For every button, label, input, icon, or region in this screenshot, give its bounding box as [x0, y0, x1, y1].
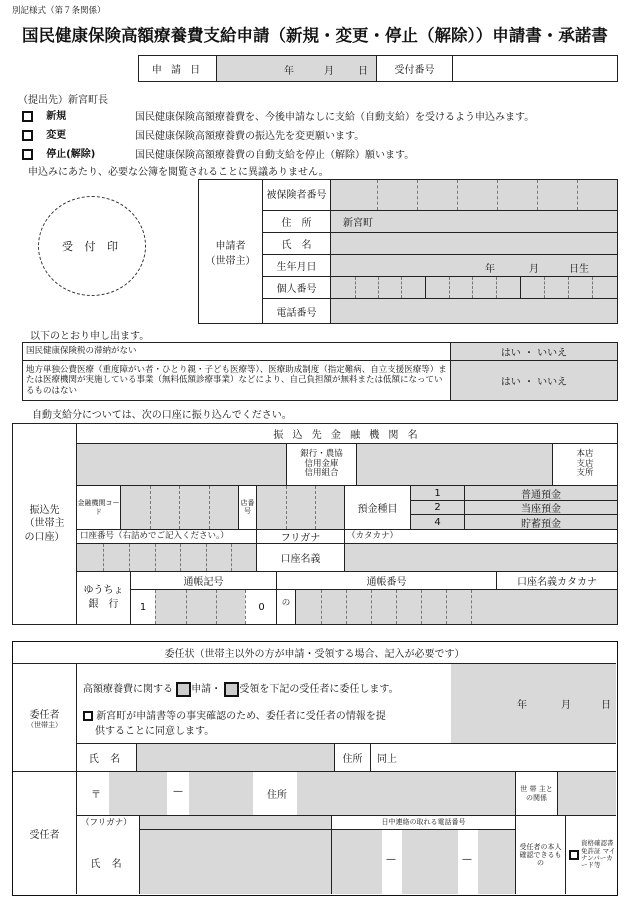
relation-field[interactable]: [557, 772, 616, 816]
form-number: 別記様式（第７条関係）: [12, 6, 106, 16]
delegator-name-label: 氏 名: [77, 744, 137, 772]
katakana-label: （カタカナ）: [347, 531, 399, 542]
reception-stamp: [38, 196, 146, 296]
address-label: 住 所: [263, 211, 331, 233]
delegation-year: 年: [517, 700, 527, 711]
delegator-address-label: 住所: [335, 744, 371, 772]
branch-code-field[interactable]: [257, 486, 345, 530]
proxy-table: [12, 641, 618, 896]
option-stop-label: 停止(解除): [46, 149, 96, 160]
proxy-label: 受任者: [13, 772, 77, 894]
option-new-text: 国民健康保険高額療養費を、今後申請なしに支給（自動支給）を受けるよう申込みます。: [135, 112, 535, 123]
phone-dash-1: —: [386, 854, 396, 865]
account-name-field[interactable]: [345, 544, 617, 572]
proxy-address-row[interactable]: [77, 772, 515, 816]
bank-side-label-3: の口座）: [24, 531, 65, 543]
declaration-1-text: 国民健康保険税の滞納がない: [23, 343, 451, 361]
birthdate-field[interactable]: [331, 255, 617, 277]
passbook-symbol-label: 通帳記号: [131, 572, 277, 590]
declaration-intro: 以下のとおり申し出ます。: [30, 331, 150, 342]
account-number-label: 口座番号（右詰めでご記入ください。）: [77, 530, 257, 544]
birth-month-label: 月: [529, 264, 539, 275]
delegation-date-field[interactable]: [451, 664, 616, 744]
yucho-label-1: ゆうちょ: [83, 585, 124, 596]
applicant-table: [198, 179, 618, 324]
applicant-label: [199, 180, 263, 323]
option-new-label: 新規: [46, 111, 67, 122]
bank-table: [12, 423, 618, 625]
apply-date-field[interactable]: [217, 56, 377, 81]
account-name-katakana-label: 口座名義カタカナ: [497, 572, 617, 590]
institution-types: [287, 444, 357, 486]
checkbox-change[interactable]: [22, 130, 33, 141]
day-label: 日: [358, 66, 368, 77]
applicant-label-2: （世帯主）: [205, 255, 256, 267]
postal-dash: —: [173, 786, 183, 797]
bank-header: 振 込 先 金 融 機 関 名: [77, 424, 617, 444]
institution-code-field[interactable]: [121, 486, 239, 530]
deposit-type-2-no: 2: [411, 501, 465, 515]
phone-label: 電話番号: [263, 299, 331, 323]
proxy-address-label: 住所: [267, 790, 287, 801]
delegator-address-field[interactable]: [371, 744, 616, 772]
furigana-field[interactable]: [345, 530, 617, 544]
symbol-prefix: 1: [139, 601, 147, 613]
delegation-block: [77, 664, 451, 744]
postal-mark: 〒: [91, 790, 101, 801]
daytime-phone-field[interactable]: [331, 830, 515, 894]
proxy-header: 委任状（世帯主以外の方が申請・受領する場合、記入が必要です）: [13, 642, 616, 664]
year-label: 年: [284, 66, 294, 77]
id-check-label: 受任者の本人確認できるもの: [515, 816, 565, 894]
declaration-1-answer[interactable]: はい ・ いいえ: [451, 343, 617, 361]
institution-type-2: 信用金庫: [304, 458, 339, 469]
delegation-day: 日: [601, 700, 611, 711]
checkbox-id[interactable]: [569, 850, 579, 860]
yucho-label-2: 銀 行: [88, 599, 119, 610]
consent-note: 申込みにあたり、必要な公簿を閲覧されることに異議ありません。: [28, 167, 329, 178]
delegation-line: [83, 680, 399, 697]
bank-side-label-2: （世帯主: [24, 518, 65, 530]
checkbox-consent[interactable]: [83, 711, 93, 721]
proxy-furigana-field[interactable]: [139, 816, 331, 830]
deposit-type-label: 預金種目: [345, 486, 411, 530]
delegation-receive: 受領を下記の受任者に委任します。: [239, 684, 399, 695]
apply-date-label: 申 請 日: [139, 56, 217, 81]
receipt-number-field[interactable]: [453, 56, 617, 81]
bank-side-label-1: 振込先: [29, 504, 60, 516]
checkbox-new[interactable]: [22, 111, 33, 122]
name-label: 氏 名: [263, 233, 331, 255]
passbook-number-label: 通帳番号: [277, 572, 497, 590]
submit-to: （提出先）新宮町長: [18, 95, 108, 106]
deposit-type-1-name[interactable]: 普通預金: [465, 486, 617, 501]
personal-number-field[interactable]: [331, 277, 617, 299]
birth-day-label: 日生: [569, 264, 589, 275]
applicant-label-1: 申請者: [215, 240, 246, 252]
checkbox-apply[interactable]: [176, 682, 191, 697]
consent-text-2: 供することに同意します。: [95, 725, 215, 737]
personal-number-label: 個人番号: [263, 277, 331, 299]
month-label: 月: [324, 66, 334, 77]
proxy-furigana-label: （フリガナ）: [81, 817, 132, 828]
phone-field[interactable]: [331, 299, 617, 323]
delegator-address-value: 同上: [377, 754, 397, 765]
postal-code-2[interactable]: [189, 772, 253, 815]
address-value: 新宮町: [343, 218, 373, 229]
insured-number-label: 被保険者番号: [263, 180, 331, 211]
delegation-apply: 申請・: [191, 684, 222, 695]
consent-block: [83, 710, 386, 739]
insured-number-field[interactable]: [331, 180, 617, 211]
declaration-table: [22, 342, 618, 401]
passbook-number-field[interactable]: [277, 590, 497, 624]
institution-code-label: 金融機関コード: [77, 486, 121, 530]
stamp-label: 受 付 印: [62, 240, 122, 253]
branch-name-field[interactable]: [357, 444, 553, 486]
proxy-name-label: 氏 名: [90, 858, 126, 870]
delegator-label: [13, 664, 77, 772]
option-change[interactable]: [22, 126, 66, 141]
declaration-2-answer[interactable]: はい ・ いいえ: [451, 361, 617, 400]
delegator-label-1: 委任者: [29, 709, 60, 721]
daytime-phone-label: 日中連絡の取れる電話番号: [331, 816, 515, 830]
name-field[interactable]: [331, 233, 617, 255]
institution-type-1: 銀行・農協: [300, 448, 343, 459]
id-items: 資格確認書 免許証 マイナンバーカード等: [581, 839, 616, 870]
bank-intro: 自動支給分については、次の口座に振り込んでください。: [32, 410, 292, 421]
birth-year-label: 年: [485, 264, 495, 275]
no-char: の: [281, 597, 291, 608]
postal-code-1[interactable]: [109, 772, 167, 815]
delegator-label-2: （世帯主）: [27, 720, 62, 729]
deposit-type-4-name[interactable]: 貯蓄預金: [521, 518, 561, 530]
symbol-suffix: 0: [245, 590, 277, 624]
declaration-2-text: 地方単独公費医療（重度障がい者・ひとり親・子ども医療等）、医療助成制度（指定難病、自立支援医療等）または医療機関が実施している事業（無料低額診療事業）などにより、自己負担額が無料または低額になっているものはない: [23, 361, 451, 400]
branch-types: [553, 444, 617, 486]
branch-type-3: 支所: [576, 468, 594, 479]
account-number-field[interactable]: [77, 544, 257, 572]
bank-side-label: [13, 424, 77, 624]
proxy-address-field[interactable]: [297, 772, 515, 815]
option-stop[interactable]: [22, 145, 95, 160]
relation-label: 世 帯 主との関係: [515, 772, 557, 816]
branch-type-2: 支店: [576, 458, 594, 469]
option-change-label: 変更: [46, 130, 67, 141]
phone-dash-2: —: [462, 854, 472, 865]
branch-type-1: 本店: [576, 448, 594, 459]
checkbox-stop[interactable]: [22, 149, 33, 160]
option-stop-text: 国民健康保険高額療養費の自動支給を停止（解除）願います。: [135, 150, 415, 161]
proxy-name-field[interactable]: [139, 830, 331, 894]
address-field[interactable]: [331, 211, 617, 233]
checkbox-receive[interactable]: [224, 682, 239, 697]
deposit-type-options[interactable]: [411, 486, 617, 530]
apply-date-row: [138, 55, 618, 82]
option-change-text: 国民健康保険高額療養費の振込先を変更願います。: [135, 131, 365, 142]
yucho-label: [77, 572, 131, 624]
delegation-month: 月: [561, 700, 571, 711]
page-title: 国民健康保険高額療養費支給申請（新規・変更・停止（解除））申請書・承諾書: [22, 26, 608, 45]
receipt-number-label: 受付番号: [377, 56, 453, 81]
deposit-type-2-name[interactable]: 当座預金: [465, 501, 617, 515]
consent-text-1: 新宮町が申請書等の事実確認のため、委任者に受任者の情報を提: [96, 711, 386, 722]
furigana-label: フリガナ: [257, 530, 345, 544]
delegator-name-field[interactable]: [137, 744, 335, 772]
account-name-label: 口座名義: [257, 544, 345, 572]
institution-type-3: 信用組合: [304, 468, 339, 479]
branch-code-label: 店番号: [239, 486, 257, 530]
bank-name-field[interactable]: [77, 444, 287, 486]
deposit-type-1-no: 1: [411, 486, 465, 501]
account-name-katakana-field[interactable]: [497, 590, 617, 624]
deposit-type-4-no: 4: [411, 515, 465, 529]
option-new[interactable]: [22, 107, 66, 122]
passbook-symbol-field[interactable]: [131, 590, 277, 624]
birthdate-label: 生年月日: [263, 255, 331, 277]
delegation-text-1: 高額療養費に関する: [83, 684, 173, 695]
id-check-options[interactable]: [565, 816, 616, 894]
